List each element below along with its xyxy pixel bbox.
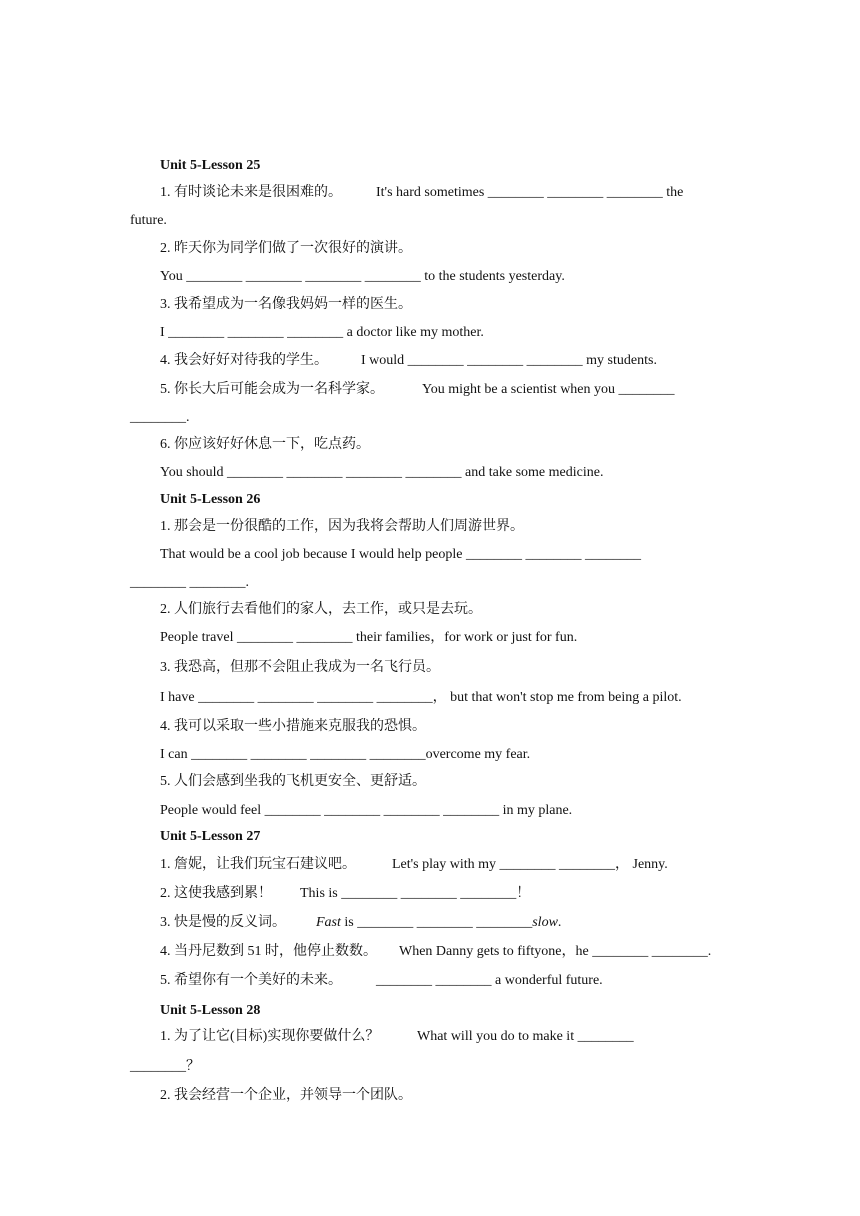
item-english: I ________ ________ ________ a doctor like my mother. <box>160 325 484 340</box>
item-continuation: ________？ <box>130 1059 200 1074</box>
item-chinese: 2. 人们旅行去看他们的家人，去工作，或只是去玩。 <box>160 602 482 617</box>
item-chinese: 1. 詹妮，让我们玩宝石建议吧。 <box>160 857 356 872</box>
item-english: You might be a scientist when you ________ <box>422 382 675 397</box>
item-chinese: 2. 我会经营一个企业，并领导一个团队。 <box>160 1088 412 1103</box>
item-chinese: 1. 那会是一份很酷的工作，因为我将会帮助人们周游世界。 <box>160 519 524 534</box>
word-fast: Fast <box>316 915 341 930</box>
item-chinese: 3. 我恐高，但那不会阻止我成为一名飞行员。 <box>160 660 440 675</box>
item-chinese: 1. 有时谈论未来是很困难的。 <box>160 185 342 200</box>
item-chinese: 3. 我希望成为一名像我妈妈一样的医生。 <box>160 297 412 312</box>
section-heading: Unit 5-Lesson 26 <box>160 492 261 507</box>
item-chinese: 3. 快是慢的反义词。 <box>160 915 286 930</box>
item-english <box>316 914 561 932</box>
word-slow: slow <box>532 915 558 930</box>
item-chinese: 4. 我可以采取一些小措施来克服我的恐惧。 <box>160 719 426 734</box>
section-heading: Unit 5-Lesson 27 <box>160 829 261 844</box>
item-english: ________ ________ a wonderful future. <box>376 973 603 988</box>
item-english: This is ________ ________ ________！ <box>300 886 531 901</box>
item-continuation: future. <box>130 213 167 228</box>
item-chinese: 2. 这使我感到累！ <box>160 886 272 901</box>
item-english: I have ________ ________ ________ ________， but that won't stop me from being a pilot. <box>160 690 682 705</box>
period: . <box>557 915 562 930</box>
item-chinese: 5. 人们会感到坐我的飞机更安全、更舒适。 <box>160 774 426 789</box>
item-english: People would feel ________ ________ ________ ________ in my plane. <box>160 803 573 818</box>
item-chinese: 1. 为了让它(目标)实现你要做什么？ <box>160 1029 380 1044</box>
item-chinese: 2. 昨天你为同学们做了一次很好的演讲。 <box>160 241 412 256</box>
item-english: You ________ ________ ________ ________ to the students yesterday. <box>160 269 565 284</box>
item-english: It's hard sometimes ________ ________ ________ the <box>376 185 684 200</box>
item-continuation: ________. <box>130 410 190 425</box>
blanks: is ________ ________ ________ <box>340 915 533 930</box>
item-english: That would be a cool job because I would help people ________ ________ ________ <box>160 547 641 562</box>
item-english: I would ________ ________ ________ my students. <box>361 353 657 368</box>
item-chinese: 5. 你长大后可能会成为一名科学家。 <box>160 382 384 397</box>
item-english: When Danny gets to fiftyone，he ________ ________. <box>399 944 712 959</box>
item-english: I can ________ ________ ________ ________overcome my fear. <box>160 747 531 762</box>
item-continuation: ________ ________. <box>130 575 249 590</box>
item-english: Let's play with my ________ ________， Jenny. <box>392 857 668 872</box>
item-chinese: 4. 当丹尼数到 51 时，他停止数数。 <box>160 944 377 959</box>
item-chinese: 4. 我会好好对待我的学生。 <box>160 353 328 368</box>
item-english: People travel ________ ________ their families，for work or just for fun. <box>160 630 578 645</box>
section-heading: Unit 5-Lesson 25 <box>160 158 261 173</box>
item-english: What will you do to make it ________ <box>417 1029 634 1044</box>
section-heading: Unit 5-Lesson 28 <box>160 1003 261 1018</box>
item-chinese: 6. 你应该好好休息一下，吃点药。 <box>160 437 370 452</box>
item-chinese: 5. 希望你有一个美好的未来。 <box>160 973 342 988</box>
item-english: You should ________ ________ ________ ________ and take some medicine. <box>160 465 604 480</box>
